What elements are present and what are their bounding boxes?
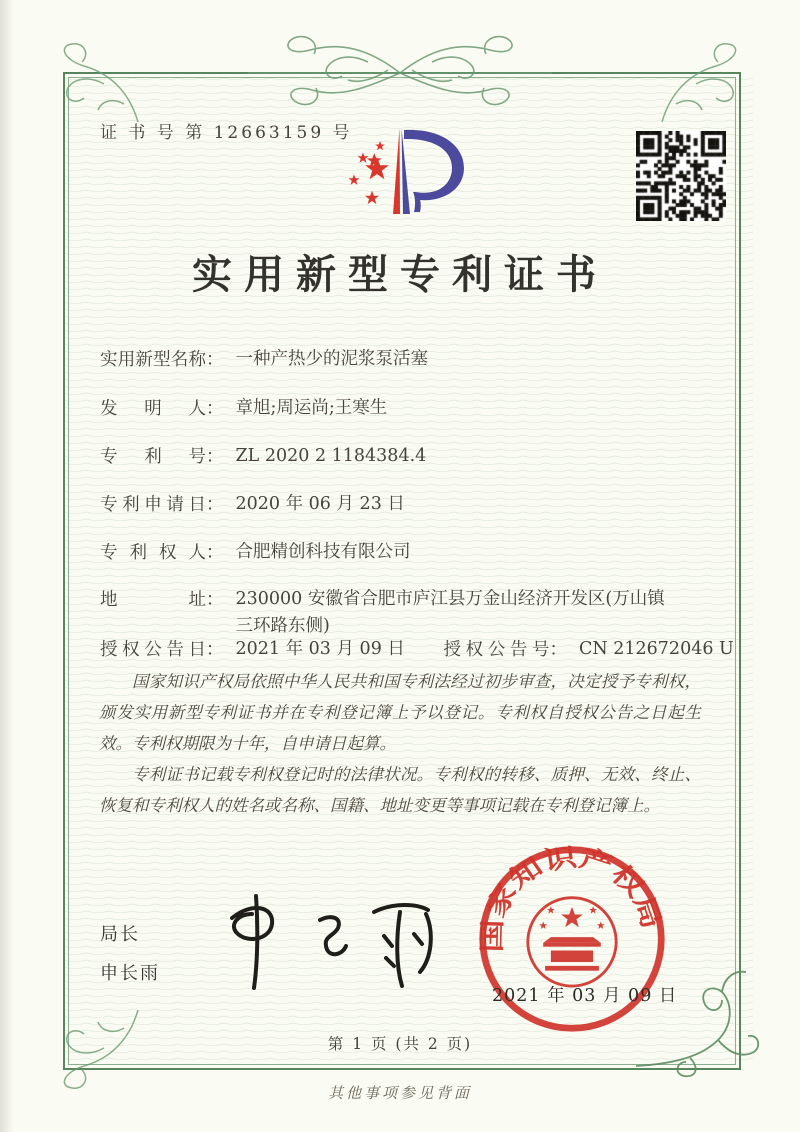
back-side-note: 其他事项参见背面 xyxy=(327,1084,472,1102)
page-number: 第 1 页 (共 2 页) xyxy=(327,1035,473,1053)
label-colon: ： xyxy=(206,590,224,610)
field-row-name xyxy=(100,346,428,373)
field-row-patentee xyxy=(100,539,411,566)
label-colon: ： xyxy=(549,640,567,660)
field-value-inventors: 章旭;周运尚;王寒生 xyxy=(235,398,388,418)
field-value-grant-date: 2021 年 03 月 09 日 xyxy=(235,639,405,659)
commissioner-name: 申长雨 xyxy=(100,963,160,984)
signoff-block xyxy=(100,920,160,998)
field-value-address: 230000 安徽省合肥市庐江县万金山经济开发区(万山镇三环路东侧) xyxy=(235,589,665,636)
field-label: 实用新型名称 xyxy=(100,350,206,370)
field-value-grant-number: CN 212672046 U xyxy=(579,639,734,659)
label-colon: ： xyxy=(206,543,224,563)
field-label: 专利号 xyxy=(100,447,206,467)
field-value-patentee: 合肥精创科技有限公司 xyxy=(235,542,411,562)
field-label: 发明人 xyxy=(100,399,206,419)
field-value-patent-number: ZL 2020 2 1184384.4 xyxy=(235,446,427,466)
field-row-address xyxy=(100,586,668,640)
field-row-patent-number xyxy=(100,443,426,470)
handwritten-signature-icon xyxy=(218,884,438,996)
legal-paragraph-2: 专利证书记载专利权登记时的法律状况。专利权的转移、质押、无效、终止、恢复和专利权人的姓名或名称、国籍、地址变更等事项记载在专利登记簿上。 xyxy=(99,765,701,815)
field-label: 授权公告号 xyxy=(443,640,550,660)
field-row-grant xyxy=(100,636,734,663)
label-colon: ： xyxy=(206,350,224,370)
field-label: 专利申请日 xyxy=(100,495,206,515)
qr-code-icon xyxy=(636,131,726,221)
commissioner-role: 局长 xyxy=(100,924,140,945)
legal-text-block xyxy=(99,666,701,821)
label-colon: ： xyxy=(206,399,224,419)
field-label: 地址 xyxy=(100,590,206,610)
certificate-title: 实用新型专利证书 xyxy=(192,251,608,298)
label-colon: ： xyxy=(206,640,224,660)
field-value-utility-model-name: 一种产热少的泥浆泵活塞 xyxy=(235,349,428,369)
label-colon: ： xyxy=(206,495,224,515)
cnipa-logo-icon xyxy=(330,116,480,228)
label-colon: ： xyxy=(206,447,224,467)
seal-date: 2021 年 03 月 09 日 xyxy=(492,986,678,1006)
field-row-inventor xyxy=(100,395,387,422)
field-value-filing-date: 2020 年 06 月 23 日 xyxy=(235,494,405,514)
seal-text: 国家知识产权局 xyxy=(477,843,665,953)
certificate-number: 证 书 号 第 12663159 号 xyxy=(100,123,353,143)
field-label: 授权公告日 xyxy=(100,640,206,660)
legal-paragraph-1: 国家知识产权局依照中华人民共和国专利法经过初步审查，决定授予专利权，颁发实用新型专利证书并在专利登记簿上予以登记。专利权自授权公告之日起生效。专利权期限为十年，自申请日起算。 xyxy=(99,672,701,753)
field-row-filing-date xyxy=(100,491,405,518)
field-label: 专利权人 xyxy=(100,543,206,563)
